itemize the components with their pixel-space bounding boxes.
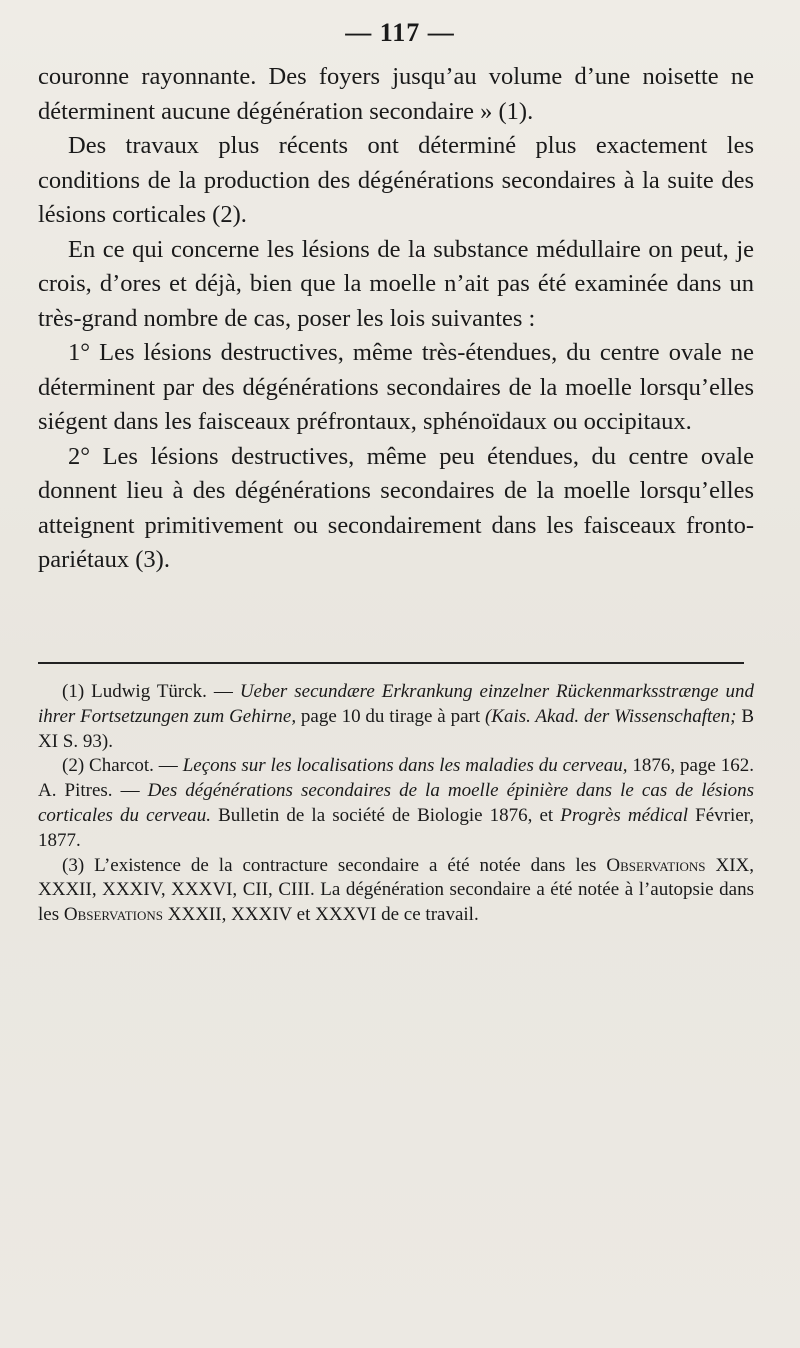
paragraph-2: Des travaux plus récents ont déterminé plus exactement les conditions de la production des dégénérations secondaires à la suite des lésions corticales (2).	[38, 132, 754, 228]
footnote-2	[38, 754, 754, 853]
paragraph-4: 1° Les lésions destructives, même très-étendues, du centre ovale ne déterminent par des dégénérations secondaires de la moelle lorsqu’elles siégent dans les faisceaux préfrontaux, sphénoïdaux ou occipitaux.	[38, 339, 754, 435]
footnote-3-obs: Observations	[606, 854, 706, 876]
footnote-1-number: (1)	[62, 681, 85, 702]
footnotes	[38, 680, 754, 928]
footnote-1-title: Ueber secundære Erkrankung einzelner Rückenmarksstrænge und ihrer Fortsetzungen zum Gehirne,	[38, 681, 755, 727]
footnote-3-obs2: Observations	[63, 904, 163, 926]
footnote-3-part1: L’existence de la contracture secondaire a été notée dans les	[94, 854, 597, 876]
footnote-1-source: (Kais. Akad. der Wissenschaften;	[484, 705, 737, 727]
footnote-2-rest2: Bulletin de la société de Biologie 1876, et	[218, 804, 554, 826]
paragraph-1: couronne rayonnante. Des foyers jusqu’au volume d’une noisette ne déterminent aucune dégénération secondaire » (1).	[38, 63, 754, 125]
main-text	[38, 60, 754, 578]
footnote-1-author: Ludwig Türck. —	[91, 681, 233, 702]
footnote-2-title2: Des dégénérations secondaires de la moelle épinière dans le cas de lésions corticales du cerveau.	[38, 780, 755, 826]
paragraph-5: 2° Les lésions destructives, même peu étendues, du centre ovale donnent lieu à des dégénérations secondaires de la moelle lorsqu’elles atteignent primitivement ou secondairement dans les faisceaux fronto-pariétaux (3).	[38, 442, 754, 573]
footnote-1	[38, 680, 754, 754]
footnote-2-tail: Février, 1877.	[38, 804, 754, 851]
footnote-2-author: Charcot. —	[89, 755, 178, 777]
footnote-separator	[38, 662, 744, 664]
footnote-3-number: (3)	[62, 854, 85, 876]
footnote-1-tail: B XI S. 93).	[38, 705, 755, 752]
paragraph-3: En ce qui concerne les lésions de la substance médullaire on peut, je crois, d’ores et déjà, bien que la moelle n’ait pas été examinée dans un très-grand nombre de cas, poser les lois suivantes :	[38, 235, 754, 332]
footnote-3-part3: XXXII, XXXIV et XXXVI de ce travail.	[167, 904, 479, 926]
footnote-2-title: Leçons sur les localisations dans les maladies du cerveau,	[182, 755, 628, 777]
footnote-2-rest: 1876, page 162. A. Pitres. —	[38, 755, 754, 802]
footnote-3	[38, 854, 754, 928]
footnote-2-number: (2)	[62, 755, 85, 777]
footnote-1-page: page 10 du tirage à part	[300, 705, 481, 727]
footnote-3-part2: XIX, XXXII, XXXIV, XXXVI, CII, CIII. La dégénération secondaire a été notée à l’autopsie dans les	[38, 854, 755, 926]
footnote-2-journal: Progrès médical	[560, 804, 689, 826]
page-number: — 117 —	[345, 18, 455, 47]
